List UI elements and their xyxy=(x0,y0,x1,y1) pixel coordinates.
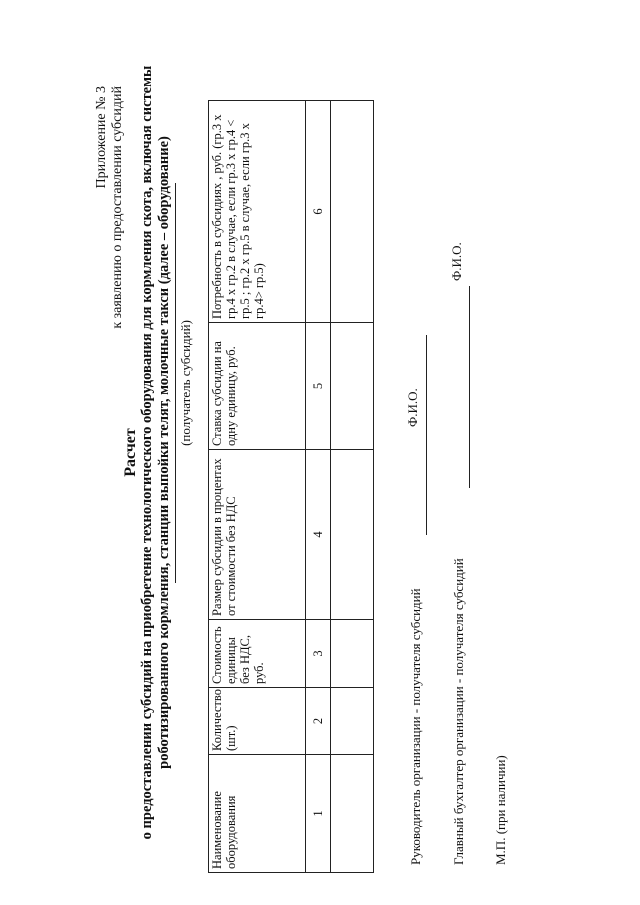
appendix-number: Приложение № 3 xyxy=(94,86,109,189)
heading-line-1: о предоставлении субсидий на приобретение технологического оборудования для кормления скота, включая системы xyxy=(139,65,155,840)
calculation-table xyxy=(208,100,374,873)
table-cell[interactable] xyxy=(331,755,374,873)
stamp-note: М.П. (при наличии) xyxy=(493,755,508,865)
header-subsidy-rate: Ставка субсидии на одну единицу, руб. xyxy=(209,323,306,450)
header-equipment-name: Наименование оборудования xyxy=(209,755,306,873)
accountant-label: Главный бухгалтер организации - получателя субсидий xyxy=(451,558,466,865)
column-number: 2 xyxy=(306,688,331,755)
document-heading xyxy=(139,0,173,905)
header-subsidy-percent: Размер субсидии в процентах от стоимости без НДС xyxy=(209,450,306,620)
accountant-fio: Ф.И.О. xyxy=(449,242,464,281)
table-cell[interactable] xyxy=(331,101,374,323)
director-signature-line xyxy=(426,335,427,535)
table-header-row xyxy=(209,101,306,873)
table-number-row xyxy=(306,101,331,873)
table-cell[interactable] xyxy=(331,620,374,688)
header-unit-cost: Стоимость единицы без НДС, руб. xyxy=(209,620,306,688)
accountant-signature-line xyxy=(469,286,470,488)
table-cell[interactable] xyxy=(331,323,374,450)
table-row xyxy=(331,101,374,873)
recipient-caption: (получатель субсидий) xyxy=(178,320,193,446)
table-cell[interactable] xyxy=(331,688,374,755)
director-fio: Ф.И.О. xyxy=(405,388,420,427)
column-number: 1 xyxy=(306,755,331,873)
header-quantity: Количество (шт.) xyxy=(209,688,306,755)
column-number: 4 xyxy=(306,450,331,620)
appendix-subtitle: к заявлению о предоставлении субсидий xyxy=(110,86,125,329)
header-subsidy-need: Потребность в субсидиях , руб. (гр.3 х гр.4 х гр.2 в случае, если гр.3 х гр.4 < гр.5 ; гр.2 х гр.5 в случае, если гр.3 х гр.4> гр.5) xyxy=(209,101,306,323)
column-number: 3 xyxy=(306,620,331,688)
heading-line-2: роботизированного кормления, станции выпойки телят, молочные такси (далее – оборудование) xyxy=(156,136,172,769)
director-label: Руководитель организации - получателя субсидий xyxy=(408,588,423,865)
column-number: 5 xyxy=(306,323,331,450)
document-title: Расчет xyxy=(122,428,139,477)
column-number: 6 xyxy=(306,101,331,323)
recipient-underline xyxy=(175,183,176,583)
table-cell[interactable] xyxy=(331,450,374,620)
